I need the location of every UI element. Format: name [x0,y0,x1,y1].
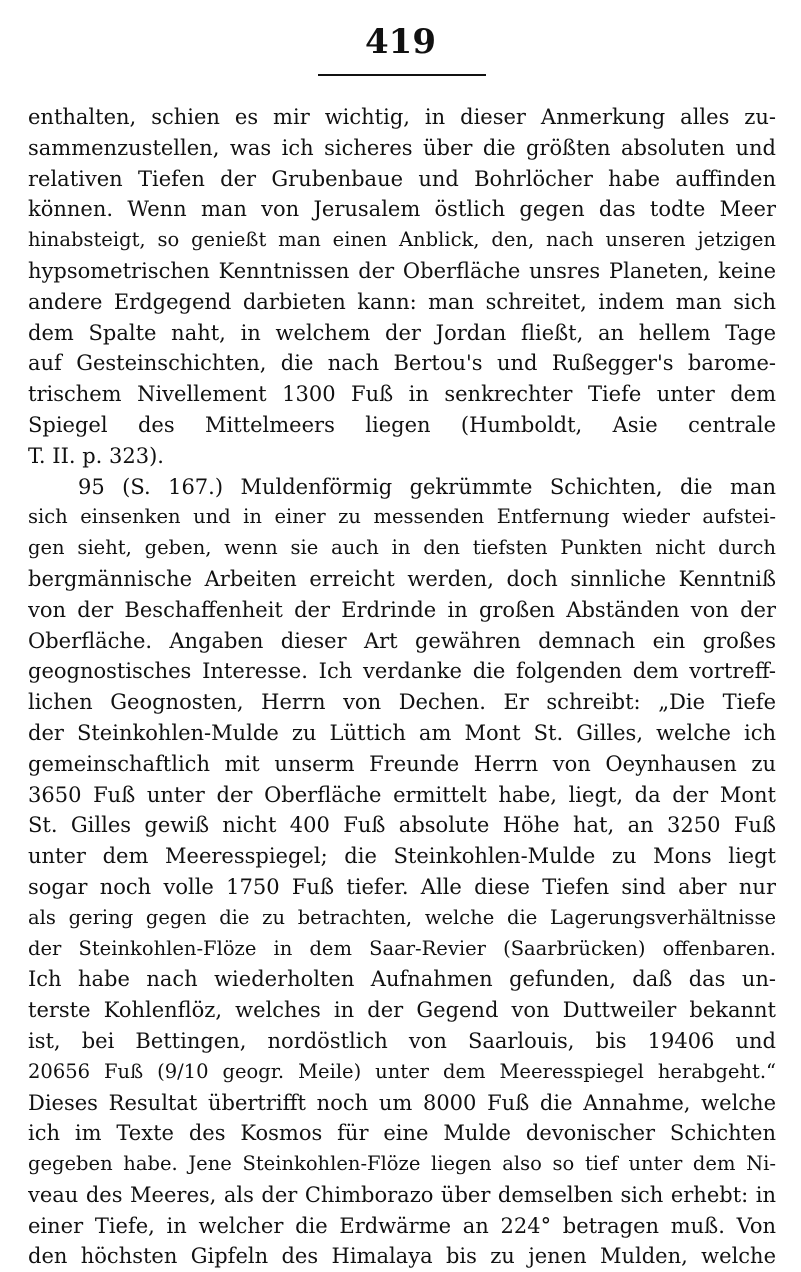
footnote-start-line: 95 (S. 167.) Muldenförmig gekrümmte Schichten, die man [78,474,776,499]
text-line: 20656 Fuß (9/10 geogr. Meile) unter dem Meeresspiegel herabgeht.“ [28,1059,776,1083]
text-line: andere Erdgegend darbieten kann: man schreitet, indem man sich [28,289,776,314]
text-line: Oberfläche. Angaben dieser Art gewähren demnach ein großes [28,628,776,653]
text-line: sich einsenken und in einer zu messenden Entfernung wieder aufstei- [28,505,776,529]
text-line: geognostisches Interesse. Ich verdanke die folgenden dem vortreff- [28,659,776,684]
text-line: gemeinschaftlich mit unserm Freunde Herrn von Oeynhausen zu [28,751,776,776]
text-line: bergmännische Arbeiten erreicht werden, doch sinnliche Kenntniß [28,566,776,591]
text-line: den höchsten Gipfeln des Himalaya bis zu jenen Mulden, welche [28,1244,776,1269]
text-line: der Steinkohlen-Mulde zu Lüttich am Mont St. Gilles, welche ich [28,720,776,745]
text-line: ich im Texte des Kosmos für eine Mulde devonischer Schichten [28,1121,776,1146]
text-line: ist, bei Bettingen, nordöstlich von Saarlouis, bis 19406 und [28,1028,776,1053]
text-line: trischem Nivellement 1300 Fuß in senkrechter Tiefe unter dem [28,382,776,407]
text-line: als gering gegen die zu betrachten, welche die Lagerungsverhältnisse [28,905,776,929]
body-text [28,102,776,1272]
text-line: Ich habe nach wiederholten Aufnahmen gefunden, daß das un- [28,967,776,992]
text-line: von der Beschaffenheit der Erdrinde in großen Abständen von der [28,597,776,622]
header-rule [318,74,486,76]
text-line: sogar noch volle 1750 Fuß tiefer. Alle diese Tiefen sind aber nur [28,874,776,899]
text-line: enthalten, schien es mir wichtig, in dieser Anmerkung alles zu- [28,105,776,129]
text-line: St. Gilles gewiß nicht 400 Fuß absolute Höhe hat, an 3250 Fuß [28,813,776,838]
text-line: dem Spalte naht, in welchem der Jordan fließt, an hellem Tage [28,320,776,345]
text-line: terste Kohlenflöz, welches in der Gegend von Duttweiler bekannt [28,998,776,1023]
text-line: relativen Tiefen der Grubenbaue und Bohrlöcher habe auffinden [28,166,776,191]
text-line: Spiegel des Mittelmeers liegen (Humboldt, Asie centrale [28,412,776,437]
text-line: gen sieht, geben, wenn sie auch in den tiefsten Punkten nicht durch [28,536,776,560]
text-line: können. Wenn man von Jerusalem östlich gegen das todte Meer [28,197,776,222]
text-line: gegeben habe. Jene Steinkohlen-Flöze liegen also so tief unter dem Ni- [28,1152,776,1176]
text-line: hypsometrischen Kenntnissen der Oberfläche unsres Planeten, keine [28,258,776,283]
text-line: einer Tiefe, in welcher die Erdwärme an 224° betragen muß. Von [28,1213,776,1238]
text-line: T. II. p. 323). [28,443,164,468]
page-number: 419 [365,22,436,62]
text-line: veau des Meeres, als der Chimborazo über demselben sich erhebt: in [28,1182,776,1207]
text-line: hinabsteigt, so genießt man einen Anblick, den, nach unseren jetzigen [28,228,776,252]
text-line: lichen Geognosten, Herrn von Dechen. Er schreibt: „Die Tiefe [28,690,776,715]
text-line: der Steinkohlen-Flöze in dem Saar-Revier (Saarbrücken) offenbaren. [28,936,776,960]
text-line: Dieses Resultat übertrifft noch um 8000 Fuß die Annahme, welche [28,1090,776,1115]
text-line: sammenzustellen, was ich sicheres über die größten absoluten und [28,135,776,160]
text-line: unter dem Meeresspiegel; die Steinkohlen-Mulde zu Mons liegt [28,844,776,869]
text-line: auf Gesteinschichten, die nach Bertou's und Rußegger's barome- [28,351,776,376]
text-line: 3650 Fuß unter der Oberfläche ermittelt habe, liegt, da der Mont [28,782,776,807]
